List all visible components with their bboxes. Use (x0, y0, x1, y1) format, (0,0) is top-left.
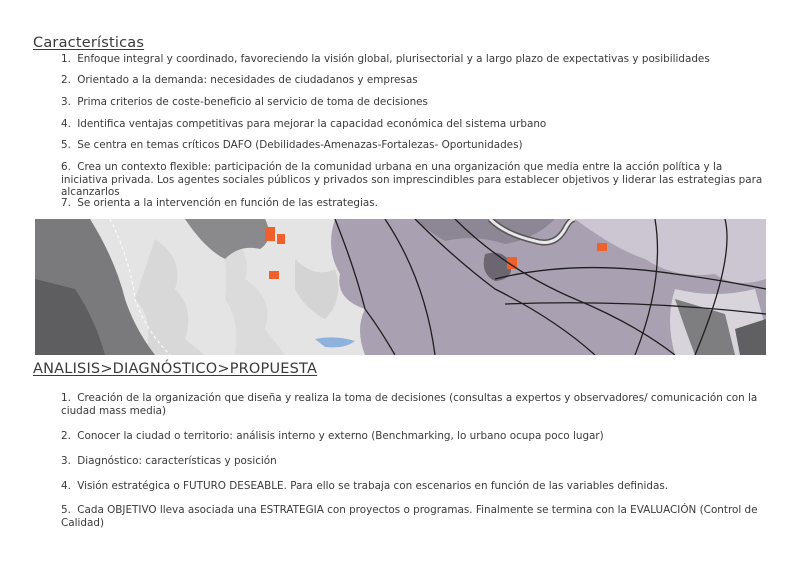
list-item-number: 2. (61, 74, 71, 86)
list-item-text: Enfoque integral y coordinado, favoreciendo la visión global, plurisectorial y a largo plazo de expectativas y posibilidades (77, 53, 710, 65)
list-item-text: Diagnóstico: características y posición (77, 455, 277, 467)
list-item-number: 4. (61, 480, 71, 492)
list-item-number: 2. (61, 430, 71, 442)
list-item-text: Conocer la ciudad o territorio: análisis interno y externo (Benchmarking, lo urbano ocupa poco lugar) (77, 430, 604, 442)
map-graphic (35, 219, 766, 355)
list-item-number: 3. (61, 96, 71, 108)
map-highlight-area (265, 227, 275, 241)
list-item-number: 6. (61, 161, 71, 173)
list-item-number: 5. (61, 139, 71, 151)
list-item-number: 4. (61, 118, 71, 130)
list-item-number: 3. (61, 455, 71, 467)
list-item (61, 74, 766, 87)
list-item (61, 96, 766, 109)
list-item (61, 455, 773, 468)
map-highlight-area (277, 234, 285, 244)
list-item-text: Cada OBJETIVO lleva asociada una ESTRATEGIA con proyectos o programas. Finalmente se termina con la EVALUACIÓN (Control de Calidad) (61, 504, 758, 529)
list-item-text: Crea un contexto flexible: participación de la comunidad urbana en una organización que media entre la acción política y la iniciativa privada. Los agentes sociales públicos y privados son imprescindibles para establecer objetivos y liderar las estrategias para alcanzarlos (61, 161, 763, 198)
list-item-text: Identifica ventajas competitivas para mejorar la capacidad económica del sistema urbano (77, 118, 547, 130)
map-highlight-area (269, 271, 279, 279)
section-title-caracteristicas: Características (33, 35, 145, 51)
list-item-number: 1. (61, 392, 71, 404)
list-item (61, 53, 766, 66)
list-item-number: 1. (61, 53, 71, 65)
list-item-text: Creación de la organización que diseña y realiza la toma de decisiones (consultas a expertos y observadores/ comunicación con la ciudad mass media) (61, 392, 758, 417)
list-item-number: 5. (61, 504, 71, 516)
list-item-text: Prima criterios de coste-beneficio al servicio de toma de decisiones (77, 96, 428, 108)
map-highlight-area (597, 243, 607, 251)
list-item (61, 392, 773, 417)
list-item (61, 504, 773, 529)
list-item (61, 480, 773, 493)
urban-territory-map (35, 219, 766, 355)
list-item (61, 139, 766, 152)
list-item (61, 118, 766, 131)
list-item (61, 430, 773, 443)
list-item (61, 197, 766, 210)
list-item-number: 7. (61, 197, 71, 209)
section-title-analisis-diagnostico-propuesta: ANALISIS>DIAGNÓSTICO>PROPUESTA (33, 361, 318, 377)
list-item-text: Se orienta a la intervención en función de las estrategias. (77, 197, 378, 209)
list-item-text: Orientado a la demanda: necesidades de ciudadanos y empresas (77, 74, 418, 86)
list-item-text: Se centra en temas críticos DAFO (Debilidades-Amenazas-Fortalezas- Oportunidades) (77, 139, 523, 151)
list-item (61, 161, 766, 199)
list-item-text: Visión estratégica o FUTURO DESEABLE. Para ello se trabaja con escenarios en función de las variables definidas. (77, 480, 669, 492)
